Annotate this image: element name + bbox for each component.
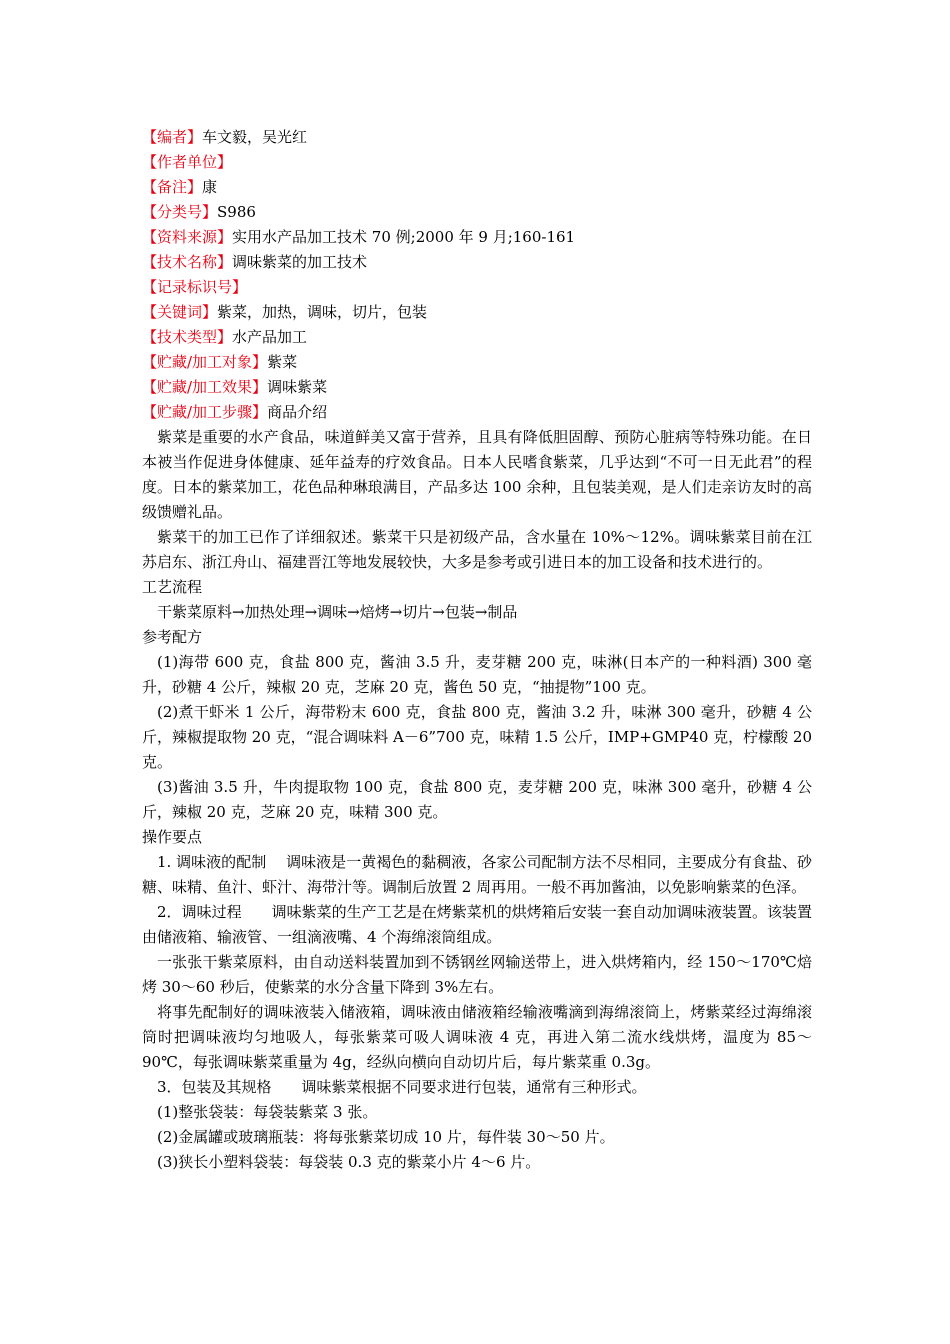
process-heading: 工艺流程 bbox=[142, 578, 203, 596]
meta-label: 【贮藏/加工效果】 bbox=[142, 378, 268, 396]
meta-label: 【备注】 bbox=[142, 178, 203, 196]
meta-effect bbox=[142, 375, 812, 400]
meta-label: 【技术类型】 bbox=[142, 328, 233, 346]
meta-keywords bbox=[142, 300, 812, 325]
meta-value: 商品介绍 bbox=[267, 403, 328, 421]
meta-label: 【分类号】 bbox=[142, 203, 218, 221]
meta-value: 实用水产品加工技术 70 例;2000 年 9 月;160-161 bbox=[232, 228, 576, 246]
document-page bbox=[142, 125, 812, 1175]
meta-label: 【技术名称】 bbox=[142, 253, 233, 271]
meta-value: 水产品加工 bbox=[232, 328, 308, 346]
meta-value: 调味紫菜 bbox=[267, 378, 328, 396]
operation-paragraph-3: 一张张干紫菜原料，由自动送料装置加到不锈钢丝网输送带上，进入烘烤箱内，经 150～170℃焙烤 30～60 秒后，使紫菜的水分含量下降到 3%左右。 bbox=[142, 953, 812, 996]
meta-label: 【记录标识号】 bbox=[142, 278, 248, 296]
formula-item-1: (1)海带 600 克，食盐 800 克，酱油 3.5 升，麦芽糖 200 克，味淋(日本产的一种料酒) 300 毫升，砂糖 4 公斤，辣椒 20 克，芝麻 20 克，酱色 50 克，“抽提物”100 克。 bbox=[142, 653, 812, 696]
operation-heading: 操作要点 bbox=[142, 828, 203, 846]
meta-source bbox=[142, 225, 812, 250]
meta-value: 康 bbox=[202, 178, 218, 196]
meta-author-unit bbox=[142, 150, 812, 175]
process-flow: 干紫菜原料→加热处理→调味→焙烤→切片→包装→制品 bbox=[157, 603, 518, 621]
meta-label: 【贮藏/加工对象】 bbox=[142, 353, 268, 371]
operation-paragraph-8: (3)狭长小塑料袋装：每袋装 0.3 克的紫菜小片 4～6 片。 bbox=[157, 1153, 541, 1171]
metadata-block bbox=[142, 125, 812, 425]
meta-editor bbox=[142, 125, 812, 150]
meta-label: 【作者单位】 bbox=[142, 153, 233, 171]
meta-object bbox=[142, 350, 812, 375]
meta-value: 紫菜，加热，调味，切片，包装 bbox=[217, 303, 428, 321]
meta-label: 【关键词】 bbox=[142, 303, 218, 321]
meta-label: 【贮藏/加工步骤】 bbox=[142, 403, 268, 421]
intro-paragraph-1: 紫菜是重要的水产食品，味道鲜美又富于营养，且具有降低胆固醇、预防心脏病等特殊功能。在日本被当作促进身体健康、延年益寿的疗效食品。日本人民嗜食紫菜，几乎达到“不可一日无此君”的程度。日本的紫菜加工，花色品种琳琅满目，产品多达 100 余种，且包装美观，是人们走亲访友时的高级馈赠礼品。 bbox=[142, 428, 812, 521]
formula-item-2: (2)煮干虾米 1 公斤，海带粉末 600 克，食盐 800 克，酱油 3.2 升，味淋 300 毫升，砂糖 4 公斤，辣椒提取物 20 克，“混合调味料 A－6”700 克，味精 1.5 公斤，IMP+GMP40 克，柠檬酸 20 克。 bbox=[142, 703, 812, 771]
meta-value: 车文毅，吴光红 bbox=[202, 128, 308, 146]
meta-remark bbox=[142, 175, 812, 200]
meta-tech-name bbox=[142, 250, 812, 275]
operation-paragraph-5: 3．包装及其规格 调味紫菜根据不同要求进行包装，通常有三种形式。 bbox=[157, 1078, 647, 1096]
meta-value: 调味紫菜的加工技术 bbox=[232, 253, 368, 271]
intro-paragraph-2: 紫菜干的加工已作了详细叙述。紫菜干只是初级产品，含水量在 10%～12%。调味紫菜目前在江苏启东、浙江舟山、福建晋江等地发展较快，大多是参考或引进日本的加工设备和技术进行的。 bbox=[142, 528, 812, 571]
formula-heading: 参考配方 bbox=[142, 628, 203, 646]
meta-label: 【资料来源】 bbox=[142, 228, 233, 246]
operation-paragraph-6: (1)整张袋装：每袋装紫菜 3 张。 bbox=[157, 1103, 378, 1121]
meta-value: S986 bbox=[217, 203, 256, 221]
meta-label: 【编者】 bbox=[142, 128, 203, 146]
operation-paragraph-2: 2．调味过程 调味紫菜的生产工艺是在烤紫菜机的烘烤箱后安装一套自动加调味液装置。该装置由储液箱、输液管、一组滴液嘴、4 个海绵滚筒组成。 bbox=[142, 903, 812, 946]
meta-value: 紫菜 bbox=[267, 353, 298, 371]
meta-record-id bbox=[142, 275, 812, 300]
formula-item-3: (3)酱油 3.5 升，牛肉提取物 100 克，食盐 800 克，麦芽糖 200 克，味淋 300 毫升，砂糖 4 公斤，辣椒 20 克，芝麻 20 克，味精 300 克。 bbox=[142, 778, 812, 821]
operation-paragraph-4: 将事先配制好的调味液装入储液箱，调味液由储液箱经输液嘴滴到海绵滚筒上，烤紫菜经过海绵滚筒时把调味液均匀地吸人，每张紫菜可吸人调味液 4 克，再进入第二流水线烘烤，温度为 85～90℃，每张调味紫菜重量为 4g，经纵向横向自动切片后，每片紫菜重 0.3g。 bbox=[142, 1003, 812, 1071]
operation-paragraph-7: (2)金属罐或玻璃瓶装：将每张紫菜切成 10 片，每件装 30～50 片。 bbox=[157, 1128, 615, 1146]
meta-class-number bbox=[142, 200, 812, 225]
meta-tech-type bbox=[142, 325, 812, 350]
operation-paragraph-1: 1. 调味液的配制 调味液是一黄褐色的黏稠液，各家公司配制方法不尽相同，主要成分有食盐、砂糖、味精、鱼汁、虾汁、海带汁等。调制后放置 2 周再用。一般不再加酱油，以免影响紫菜的色泽。 bbox=[142, 853, 812, 896]
meta-steps bbox=[142, 400, 812, 425]
